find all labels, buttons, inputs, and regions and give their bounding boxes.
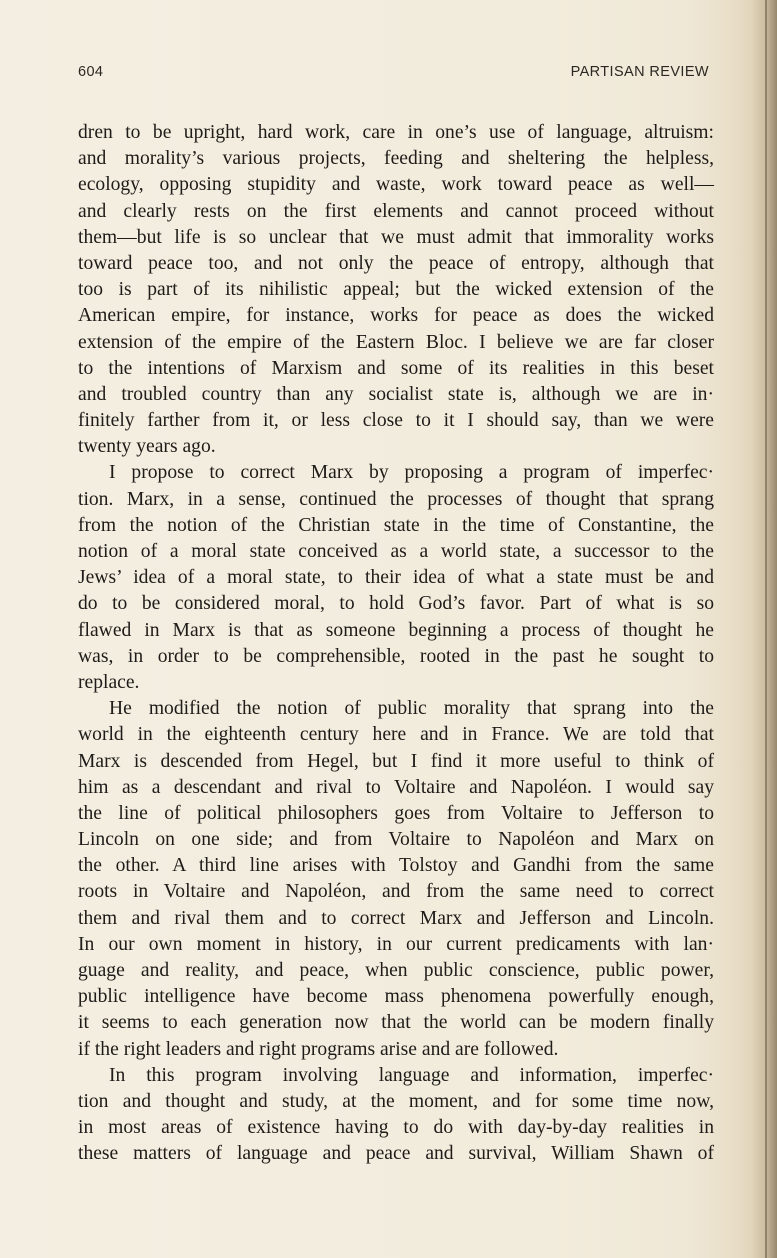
text-line: do to be considered moral, to hold God’s favor. Part of what is so [78,593,714,615]
text-line: guage and reality, and peace, when public conscience, public power, [78,960,714,981]
text-line: public intelligence have become mass phenomena powerfully enough, [78,986,714,1008]
text-line: Lincoln on one side; and from Voltaire to Napoléon and Marx on [78,829,714,851]
text-line: roots in Voltaire and Napoléon, and from the same need to correct [78,881,714,903]
text-line: replace. [78,671,140,693]
text-line: the other. A third line arises with Tolstoy and Gandhi from the same [78,855,714,877]
text-line: notion of a moral state conceived as a world state, a successor to the [78,541,714,562]
text-line: was, in order to be comprehensible, rooted in the past he sought to [78,645,714,667]
text-line: Marx is descended from Hegel, but I find it more useful to think of [78,750,714,772]
text-line: I propose to correct Marx by proposing a program of imperfec· [109,462,714,484]
text-line: In our own moment in history, in our current predicaments with lan· [78,933,714,955]
text-line: twenty years ago. [78,436,216,458]
text-line: toward peace too, and not only the peace of entropy, although that [78,252,714,274]
page-edge-line [765,0,767,1258]
text-line: in most areas of existence having to do with day-by-day realities in [78,1117,714,1139]
text-line: Jews’ idea of a moral state, to their idea of what a state must be and [78,567,714,589]
text-line: it seems to each generation now that the world can be modern finally [78,1012,714,1034]
text-line: world in the eighteenth century here and in France. We are told that [78,724,714,746]
text-line: tion. Marx, in a sense, continued the processes of thought that sprang [78,488,714,510]
text-line: to the intentions of Marxism and some of its realities in this beset [78,357,714,379]
text-line: ecology, opposing stupidity and waste, work toward peace as well— [78,174,714,196]
text-line: extension of the empire of the Eastern Bloc. I believe we are far closer [78,331,714,353]
text-line: flawed in Marx is that as someone beginning a process of thought he [78,619,714,641]
body-text [78,120,714,1168]
text-line: He modified the notion of public morality that sprang into the [109,698,714,720]
text-line: American empire, for instance, works for peace as does the wicked [78,305,714,327]
text-line: him as a descendant and rival to Voltaire and Napoléon. I would say [78,776,714,798]
text-line: from the notion of the Christian state in the time of Constantine, the [78,514,714,536]
page-edge-shadow [751,0,777,1258]
text-line: too is part of its nihilistic appeal; but the wicked extension of the [78,279,714,301]
text-line: tion and thought and study, at the moment, and for some time now, [78,1090,714,1112]
text-line: and morality’s various projects, feeding and sheltering the helpless, [78,148,714,170]
journal-title: PARTISAN REVIEW [570,64,709,80]
running-head [78,64,709,88]
page-number: 604 [78,64,104,80]
text-line: and clearly rests on the first elements and cannot proceed without [78,200,714,222]
text-line: the line of political philosophers goes from Voltaire to Jefferson to [78,802,714,824]
text-line: them and rival them and to correct Marx and Jefferson and Lincoln. [78,907,714,929]
text-line: finitely farther from it, or less close to it I should say, than we were [78,410,714,432]
text-line: them—but life is so unclear that we must admit that immorality works [78,226,714,248]
text-line: if the right leaders and right programs arise and are followed. [78,1038,559,1060]
text-line: these matters of language and peace and survival, William Shawn of [78,1143,714,1165]
text-line: and troubled country than any socialist state is, although we are in· [78,383,714,405]
text-line: In this program involving language and information, imperfec· [109,1064,714,1086]
text-line: dren to be upright, hard work, care in one’s use of language, altruism: [78,122,714,143]
